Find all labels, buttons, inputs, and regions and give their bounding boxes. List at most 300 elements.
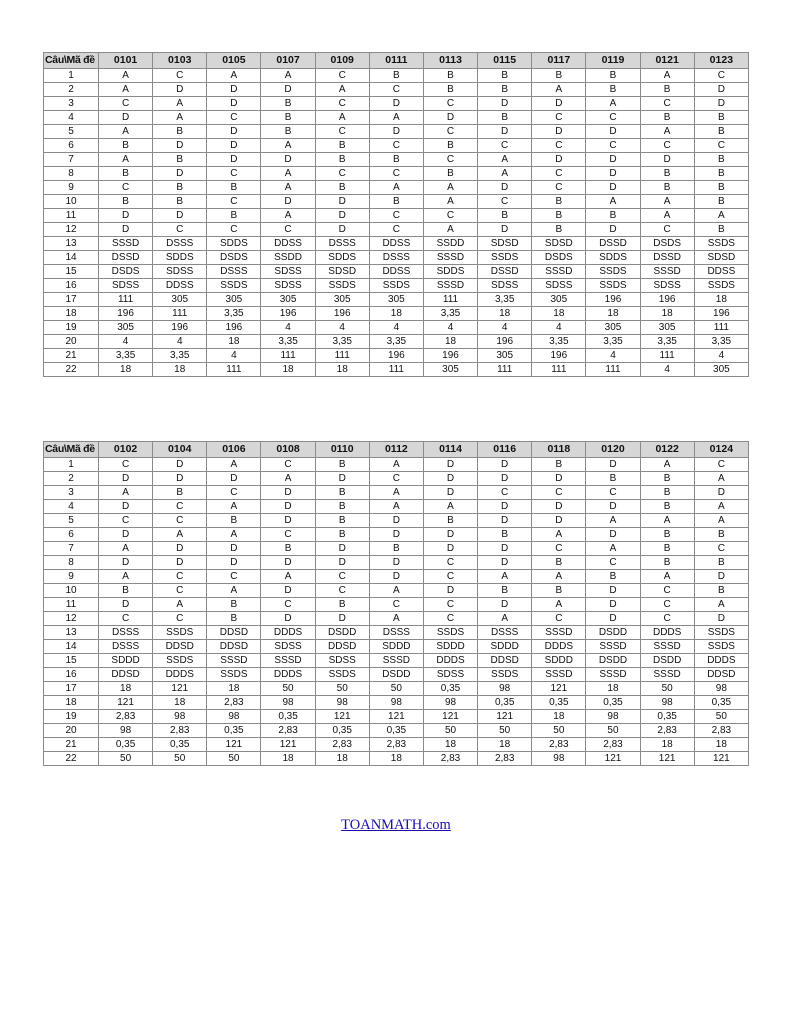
answer-cell: D <box>315 472 369 486</box>
answer-cell: A <box>423 500 477 514</box>
answer-cell: 305 <box>478 349 532 363</box>
answer-cell: C <box>640 612 694 626</box>
question-number-cell: 22 <box>44 363 99 377</box>
answer-cell: DDDS <box>261 626 315 640</box>
question-number-cell: 16 <box>44 279 99 293</box>
answer-cell: DDSD <box>478 654 532 668</box>
table-row <box>44 626 749 640</box>
answer-cell: D <box>532 472 586 486</box>
answer-cell: D <box>478 514 532 528</box>
answer-cell: DSSD <box>586 237 640 251</box>
answer-cell: 98 <box>207 710 261 724</box>
answer-cell: C <box>315 167 369 181</box>
answer-cell: C <box>369 83 423 97</box>
table-row <box>44 472 749 486</box>
answer-cell: A <box>532 570 586 584</box>
answer-cell: A <box>532 528 586 542</box>
answer-cell: C <box>207 223 261 237</box>
header-row <box>44 442 749 458</box>
answer-cell: 18 <box>640 738 694 752</box>
answer-cell: C <box>694 139 748 153</box>
answer-cell: DSSS <box>99 640 153 654</box>
answer-cell: D <box>478 500 532 514</box>
question-number-cell: 19 <box>44 710 99 724</box>
answer-cell: SDDS <box>315 251 369 265</box>
answer-cell: DSDD <box>315 626 369 640</box>
answer-cell: B <box>315 500 369 514</box>
question-number-cell: 12 <box>44 223 99 237</box>
answer-cell: SSSD <box>423 251 477 265</box>
answer-cell: DSSS <box>207 265 261 279</box>
answer-cell: 18 <box>261 363 315 377</box>
answer-cell: C <box>153 69 207 83</box>
answer-cell: SDDD <box>99 654 153 668</box>
answer-cell: DSSS <box>369 626 423 640</box>
table-row <box>44 500 749 514</box>
answer-cell: B <box>153 195 207 209</box>
answer-cell: SSSD <box>640 640 694 654</box>
answer-cell: A <box>532 83 586 97</box>
answer-cell: C <box>315 97 369 111</box>
answer-cell: DDSD <box>207 640 261 654</box>
answer-cell: DDSD <box>99 668 153 682</box>
answer-cell: 196 <box>315 307 369 321</box>
answer-cell: 18 <box>207 682 261 696</box>
exam-code-header: 0104 <box>153 442 207 458</box>
answer-cell: A <box>369 500 423 514</box>
answer-cell: D <box>369 125 423 139</box>
answer-cell: 2,83 <box>694 724 748 738</box>
answer-cell: 50 <box>640 682 694 696</box>
answer-cell: D <box>261 514 315 528</box>
answer-cell: A <box>153 528 207 542</box>
answer-cell: 121 <box>315 710 369 724</box>
answer-cell: D <box>694 97 748 111</box>
answer-cell: DSDS <box>99 265 153 279</box>
answer-cell: A <box>99 570 153 584</box>
table-row <box>44 321 749 335</box>
answer-cell: SSSD <box>586 640 640 654</box>
answer-cell: D <box>315 209 369 223</box>
answer-cell: C <box>315 584 369 598</box>
answer-cell: A <box>640 514 694 528</box>
answer-cell: 196 <box>369 349 423 363</box>
answer-cell: DSDD <box>369 668 423 682</box>
question-number-cell: 1 <box>44 69 99 83</box>
answer-cell: 0,35 <box>153 738 207 752</box>
table-row <box>44 223 749 237</box>
answer-cell: B <box>423 514 477 528</box>
answer-cell: A <box>423 195 477 209</box>
answer-cell: SDDD <box>369 640 423 654</box>
answer-cell: 0,35 <box>99 738 153 752</box>
answer-cell: DSSD <box>640 251 694 265</box>
answer-cell: DDDS <box>694 654 748 668</box>
question-number-cell: 3 <box>44 97 99 111</box>
answer-cell: D <box>207 139 261 153</box>
answer-cell: D <box>423 528 477 542</box>
answer-cell: SSDS <box>478 668 532 682</box>
answer-cell: B <box>640 181 694 195</box>
answer-cell: B <box>99 584 153 598</box>
answer-cell: SSDS <box>207 279 261 293</box>
exam-code-header: 0115 <box>478 53 532 69</box>
answer-cell: DDDS <box>532 640 586 654</box>
answer-cell: A <box>99 542 153 556</box>
answer-cell: D <box>423 472 477 486</box>
answer-cell: 50 <box>207 752 261 766</box>
answer-cell: A <box>694 209 748 223</box>
answer-cell: 50 <box>423 724 477 738</box>
answer-cell: D <box>586 612 640 626</box>
answer-cell: D <box>261 153 315 167</box>
answer-cell: C <box>640 223 694 237</box>
answer-cell: B <box>99 139 153 153</box>
answer-cell: D <box>478 458 532 472</box>
answer-cell: B <box>423 167 477 181</box>
answer-cell: C <box>99 612 153 626</box>
answer-cell: C <box>586 139 640 153</box>
answer-cell: B <box>153 486 207 500</box>
answer-cell: A <box>478 612 532 626</box>
answer-cell: D <box>153 167 207 181</box>
question-number-cell: 2 <box>44 83 99 97</box>
answer-cell: DDSS <box>369 265 423 279</box>
answer-cell: 305 <box>369 293 423 307</box>
answer-cell: 18 <box>640 307 694 321</box>
answer-cell: 18 <box>99 682 153 696</box>
exam-code-header: 0120 <box>586 442 640 458</box>
answer-cell: D <box>153 542 207 556</box>
answer-cell: B <box>586 209 640 223</box>
table-row <box>44 167 749 181</box>
answer-cell: C <box>423 125 477 139</box>
answer-cell: 111 <box>207 363 261 377</box>
answer-cell: D <box>532 153 586 167</box>
answer-cell: D <box>369 514 423 528</box>
table-row <box>44 335 749 349</box>
answer-cell: SSDS <box>207 668 261 682</box>
answer-cell: 18 <box>261 752 315 766</box>
answer-cell: C <box>207 195 261 209</box>
answer-cell: D <box>369 570 423 584</box>
answer-cell: 305 <box>99 321 153 335</box>
answer-cell: C <box>532 486 586 500</box>
answer-cell: 98 <box>640 696 694 710</box>
question-number-cell: 8 <box>44 556 99 570</box>
answer-cell: D <box>369 97 423 111</box>
answer-cell: 111 <box>153 307 207 321</box>
answer-cell: 121 <box>423 710 477 724</box>
answer-cell: 18 <box>423 738 477 752</box>
answer-cell: 18 <box>99 363 153 377</box>
answer-cell: A <box>261 209 315 223</box>
answer-cell: B <box>532 556 586 570</box>
answer-cell: DSDD <box>586 626 640 640</box>
answer-cell: 50 <box>315 682 369 696</box>
answer-cell: A <box>207 69 261 83</box>
answer-cell: B <box>315 153 369 167</box>
answer-cell: SDSS <box>261 279 315 293</box>
answer-cell: 111 <box>261 349 315 363</box>
answer-cell: SDSD <box>532 237 586 251</box>
answer-cell: A <box>261 69 315 83</box>
answer-cell: A <box>694 598 748 612</box>
answer-cell: 111 <box>694 321 748 335</box>
answer-cell: 2,83 <box>207 696 261 710</box>
answer-cell: D <box>640 153 694 167</box>
answer-cell: C <box>640 598 694 612</box>
exam-code-header: 0110 <box>315 442 369 458</box>
answer-cell: DDDS <box>153 668 207 682</box>
answer-cell: B <box>261 111 315 125</box>
answer-cell: 111 <box>369 363 423 377</box>
table-row <box>44 612 749 626</box>
answer-cell: DDSD <box>153 640 207 654</box>
answer-cell: C <box>694 542 748 556</box>
answer-cell: C <box>640 97 694 111</box>
answer-cell: C <box>261 598 315 612</box>
answer-cell: 18 <box>532 307 586 321</box>
answer-cell: A <box>261 167 315 181</box>
table-row <box>44 696 749 710</box>
answer-cell: 18 <box>423 335 477 349</box>
answer-cell: B <box>640 542 694 556</box>
answer-cell: D <box>532 500 586 514</box>
answer-cell: C <box>640 584 694 598</box>
answer-cell: SSSD <box>207 654 261 668</box>
answer-cell: D <box>207 472 261 486</box>
answer-cell: 196 <box>586 293 640 307</box>
answer-cell: C <box>532 139 586 153</box>
answer-cell: 98 <box>423 696 477 710</box>
corner-header: Câu\Mã đề <box>44 442 99 458</box>
answer-cell: DSDS <box>640 237 694 251</box>
table-row <box>44 153 749 167</box>
answer-cell: C <box>153 500 207 514</box>
answer-cell: SSSD <box>532 668 586 682</box>
question-number-cell: 15 <box>44 654 99 668</box>
answer-cell: 3,35 <box>99 349 153 363</box>
answer-cell: D <box>478 542 532 556</box>
table-row <box>44 265 749 279</box>
table-row <box>44 724 749 738</box>
answer-cell: D <box>423 542 477 556</box>
answer-cell: 121 <box>694 752 748 766</box>
answer-cell: DSSS <box>99 626 153 640</box>
question-number-cell: 19 <box>44 321 99 335</box>
answer-cell: 196 <box>153 321 207 335</box>
table-row <box>44 139 749 153</box>
answer-cell: 4 <box>423 321 477 335</box>
table-row <box>44 209 749 223</box>
answer-cell: 2,83 <box>478 752 532 766</box>
answer-cell: C <box>99 181 153 195</box>
answer-cell: B <box>315 458 369 472</box>
answer-cell: 3,35 <box>369 335 423 349</box>
answer-cell: B <box>532 584 586 598</box>
answer-cell: DSSS <box>315 237 369 251</box>
answer-cell: B <box>478 83 532 97</box>
answer-cell: D <box>315 612 369 626</box>
answer-cell: SSSD <box>640 668 694 682</box>
answer-cell: C <box>369 167 423 181</box>
answer-cell: 4 <box>694 349 748 363</box>
question-number-cell: 4 <box>44 500 99 514</box>
answer-cell: D <box>315 223 369 237</box>
answer-cell: 50 <box>478 724 532 738</box>
answer-cell: B <box>153 125 207 139</box>
answer-cell: B <box>369 542 423 556</box>
answer-cell: 305 <box>261 293 315 307</box>
answer-cell: 3,35 <box>586 335 640 349</box>
question-number-cell: 17 <box>44 682 99 696</box>
exam-code-header: 0106 <box>207 442 261 458</box>
answer-cell: B <box>640 528 694 542</box>
answer-cell: D <box>369 528 423 542</box>
answer-cell: A <box>478 570 532 584</box>
answer-cell: C <box>99 97 153 111</box>
answer-cell: B <box>532 69 586 83</box>
answer-cell: A <box>99 83 153 97</box>
answer-cell: SSDD <box>261 251 315 265</box>
answer-cell: D <box>153 83 207 97</box>
answer-cell: B <box>478 528 532 542</box>
answer-cell: D <box>153 458 207 472</box>
answer-cell: SDSS <box>532 279 586 293</box>
answer-cell: 121 <box>99 696 153 710</box>
answer-cell: SSSD <box>640 265 694 279</box>
answer-cell: B <box>694 181 748 195</box>
answer-cell: A <box>423 223 477 237</box>
answer-cell: A <box>369 181 423 195</box>
answer-cell: D <box>261 486 315 500</box>
footer-site-link[interactable]: TOANMATH.com <box>341 817 451 833</box>
answer-cell: D <box>478 181 532 195</box>
question-number-cell: 11 <box>44 598 99 612</box>
answer-cell: D <box>478 97 532 111</box>
answer-cell: SDDS <box>153 251 207 265</box>
exam-code-header: 0114 <box>423 442 477 458</box>
answer-cell: SSDS <box>153 654 207 668</box>
answer-cell: 4 <box>640 363 694 377</box>
answer-cell: C <box>261 528 315 542</box>
answer-cell: 305 <box>586 321 640 335</box>
table-row <box>44 682 749 696</box>
answer-cell: D <box>586 181 640 195</box>
answer-cell: C <box>207 111 261 125</box>
answer-cell: D <box>99 111 153 125</box>
answer-cell: B <box>478 69 532 83</box>
question-number-cell: 7 <box>44 542 99 556</box>
question-number-cell: 10 <box>44 584 99 598</box>
answer-cell: 196 <box>423 349 477 363</box>
answer-cell: A <box>369 458 423 472</box>
answer-cell: B <box>532 195 586 209</box>
table-row <box>44 97 749 111</box>
answer-cell: B <box>261 97 315 111</box>
answer-cell: B <box>478 111 532 125</box>
answer-cell: D <box>315 542 369 556</box>
answer-cell: C <box>369 598 423 612</box>
exam-code-header: 0118 <box>532 442 586 458</box>
answer-cell: D <box>261 556 315 570</box>
exam-code-header: 0102 <box>99 442 153 458</box>
answer-cell: B <box>315 486 369 500</box>
answer-cell: SDSS <box>99 279 153 293</box>
answer-cell: D <box>423 111 477 125</box>
answer-cell: D <box>478 472 532 486</box>
table-row <box>44 556 749 570</box>
answer-cell: C <box>261 458 315 472</box>
exam-code-header: 0111 <box>369 53 423 69</box>
answer-cell: 2,83 <box>315 738 369 752</box>
table-row <box>44 195 749 209</box>
answer-cell: C <box>153 223 207 237</box>
answer-cell: B <box>694 223 748 237</box>
answer-cell: SDSS <box>261 640 315 654</box>
answer-cell: SSDS <box>153 626 207 640</box>
answer-cell: D <box>207 125 261 139</box>
answer-cell: D <box>207 542 261 556</box>
answer-cell: SSSD <box>532 265 586 279</box>
answer-cell: 196 <box>207 321 261 335</box>
question-number-cell: 16 <box>44 668 99 682</box>
answer-cell: DDSD <box>315 640 369 654</box>
answer-cell: B <box>586 472 640 486</box>
answer-cell: A <box>640 125 694 139</box>
answer-cell: SSDS <box>694 237 748 251</box>
answer-cell: SDSS <box>315 654 369 668</box>
answer-cell: SSSD <box>261 654 315 668</box>
answer-cell: C <box>640 139 694 153</box>
answer-cell: 111 <box>423 293 477 307</box>
answer-cell: 121 <box>586 752 640 766</box>
answer-cell: C <box>207 167 261 181</box>
answer-cell: A <box>207 500 261 514</box>
answer-cell: SDDS <box>586 251 640 265</box>
answer-cell: B <box>207 598 261 612</box>
answer-cell: D <box>261 195 315 209</box>
answer-cell: 18 <box>369 307 423 321</box>
answer-cell: C <box>315 570 369 584</box>
answer-cell: 3,35 <box>423 307 477 321</box>
answer-cell: C <box>423 570 477 584</box>
answer-cell: D <box>586 458 640 472</box>
exam-code-header: 0103 <box>153 53 207 69</box>
answer-cell: 196 <box>478 335 532 349</box>
question-number-cell: 14 <box>44 251 99 265</box>
answer-cell: B <box>694 584 748 598</box>
answer-cell: SSDS <box>478 251 532 265</box>
question-number-cell: 2 <box>44 472 99 486</box>
question-number-cell: 10 <box>44 195 99 209</box>
question-number-cell: 9 <box>44 181 99 195</box>
question-number-cell: 17 <box>44 293 99 307</box>
answer-cell: 121 <box>640 752 694 766</box>
exam-code-header: 0123 <box>694 53 748 69</box>
exam-code-header: 0107 <box>261 53 315 69</box>
question-number-cell: 9 <box>44 570 99 584</box>
exam-code-header: 0105 <box>207 53 261 69</box>
table-row <box>44 668 749 682</box>
question-number-cell: 18 <box>44 696 99 710</box>
answer-cell: A <box>99 69 153 83</box>
answer-cell: D <box>315 556 369 570</box>
table-row <box>44 710 749 724</box>
answer-cell: A <box>640 209 694 223</box>
answer-cell: C <box>532 181 586 195</box>
